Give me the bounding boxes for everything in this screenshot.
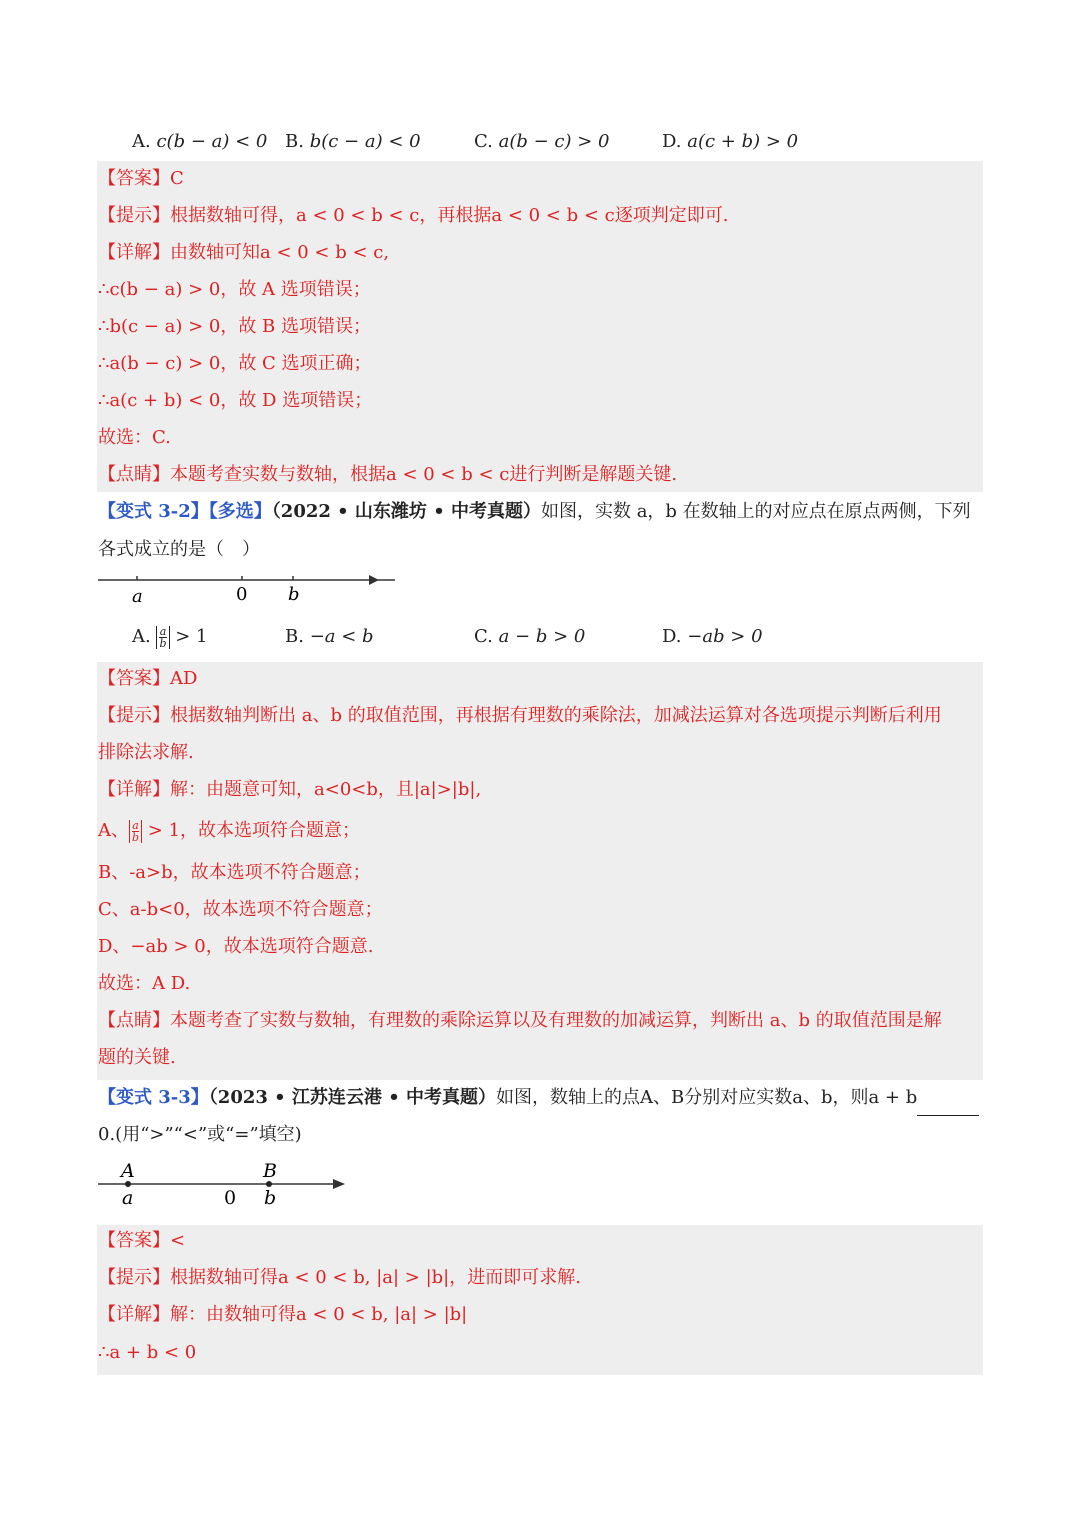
q2-step-d: D、−ab > 0，故本选项符合题意. [98,936,374,957]
q2-axis-arrow [369,575,379,585]
q3-answer-tag: 【答案】 [98,1230,170,1251]
q2-step-a-fraction [129,820,142,843]
q2-detail-tag: 【详解】 [98,779,170,800]
q3-answer-value: < [170,1230,186,1251]
q2-option-c [474,618,585,655]
q1-hint-text: 根据数轴可得，a < 0 < b < c，再根据a < 0 < b < c逐项判定即可. [170,205,729,226]
q1-comment-text: 本题考查实数与数轴，根据a < 0 < b < c进行判断是解题关键. [170,464,678,485]
q3-axis-label-a: a [122,1187,134,1209]
q1-option-b-expr: b(c − a) < 0 [309,131,421,152]
q2-step-a-denominator: b [132,830,140,844]
q2-option-a-letter: A. [132,626,151,647]
q2-label: 【变式 3-2】 [98,501,209,522]
q1-step-2: ∴b(c − a) > 0，故 B 选项错误； [98,316,372,337]
q3-detail [98,1296,467,1333]
q2-step-a-tail: > 1，故本选项符合题意； [142,820,361,841]
q1-option-c [474,123,609,160]
q1-step-4: ∴a(c + b) < 0，故 D 选项错误； [98,390,373,411]
q2-hint [98,697,942,734]
q2-step-c: C、a-b<0，故本选项不符合题意； [98,899,383,920]
q1-answer [98,160,184,197]
q3-stem-line-1 [98,1079,979,1116]
q1-comment [98,456,677,493]
q3-stem-line-2: 0.(用“>”“<”或“=”填空) [98,1124,302,1145]
q2-comment [98,1002,942,1039]
q2-hint-line-2: 排除法求解. [98,742,194,763]
q1-detail-text: 由数轴可知a < 0 < b < c, [170,242,390,263]
q1-detail-tag: 【详解】 [98,242,170,263]
q2-stem-text: 如图，实数 a，b 在数轴上的对应点在原点两侧，下列 [540,501,971,522]
q1-comment-tag: 【点睛】 [98,464,170,485]
q1-option-c-expr: a(b − c) > 0 [498,131,610,152]
q2-comment-text: 本题考查了实数与数轴，有理数的乘除运算以及有理数的加减运算，判断出 a、b 的取值范围是解 [170,1010,942,1031]
q3-number-line [95,1156,355,1212]
q1-hint [98,197,728,234]
q2-option-c-letter: C. [474,626,493,647]
q1-option-b [285,123,421,160]
q2-option-b-expr: −a < b [309,626,374,647]
q2-comment-line-2: 题的关键. [98,1047,176,1068]
q3-label: 【变式 3-3】 [98,1087,209,1108]
q3-axis-label-b: b [264,1187,277,1209]
q2-option-a-denominator: b [159,636,167,650]
q1-step-1: ∴c(b − a) > 0，故 A 选项错误； [98,279,371,300]
q2-step-a-numerator: a [132,818,139,832]
q1-option-a-expr: c(b − a) < 0 [156,131,268,152]
q2-step-a-prefix: A、 [98,820,129,841]
q2-option-b [285,618,374,655]
q2-step-a [98,812,360,849]
q2-axis-label-b: b [288,584,300,605]
q2-option-a-tail: > 1 [169,626,208,647]
q1-option-d-expr: a(c + b) > 0 [687,131,799,152]
q3-answer [98,1222,185,1259]
q3-conclusion: ∴a + b < 0 [98,1342,197,1363]
q1-answer-value: C [170,168,184,189]
q2-detail [98,771,481,808]
q3-answer-blank[interactable] [917,1095,979,1116]
q2-hint-text: 根据数轴判断出 a、b 的取值范围，再根据有理数的乘除法，加减法运算对各选项提示判断后利用 [170,705,942,726]
q2-stem-line-2: 各式成立的是（ ） [98,539,260,560]
q2-step-b: B、-a>b，故本选项不符合题意； [98,862,371,883]
q3-axis-label-A: A [121,1160,135,1182]
q2-answer-value: AD [170,668,198,689]
q3-axis-arrow [333,1179,345,1189]
q1-choose: 故选：C. [98,427,171,448]
q2-answer [98,660,197,697]
q3-axis-label-zero: 0 [224,1187,237,1209]
q2-axis-label-zero: 0 [236,584,248,605]
q2-option-a [132,618,208,655]
q1-option-c-letter: C. [474,131,493,152]
q2-option-d-expr: −ab > 0 [687,626,763,647]
q2-type-label: 【多选】 [208,501,272,522]
q1-option-d-letter: D. [662,131,682,152]
q2-comment-tag: 【点睛】 [98,1010,170,1031]
q3-axis-label-B: B [263,1160,277,1182]
q1-step-3: ∴a(b − c) > 0，故 C 选项正确； [98,353,372,374]
q2-answer-tag: 【答案】 [98,668,170,689]
q3-detail-tag: 【详解】 [98,1304,170,1325]
q2-source: （2022 • 山东潍坊 • 中考真题） [271,501,541,522]
q1-option-a [132,123,267,160]
q2-detail-text: 解：由题意可知，a<0<b，且|a|>|b|, [170,779,482,800]
q2-option-a-fraction [156,626,169,649]
q2-number-line [95,568,395,610]
q3-detail-text: 解：由数轴可得a < 0 < b, |a| > |b| [170,1304,468,1325]
q1-hint-tag: 【提示】 [98,205,170,226]
q2-stem-line-1 [98,493,971,530]
q1-option-d [662,123,798,160]
q3-stem-text: 如图，数轴上的点A、B分别对应实数a、b，则a + b [495,1087,918,1108]
q2-axis-label-a: a [132,586,143,607]
q3-source: （2023 • 江苏连云港 • 中考真题） [208,1087,496,1108]
q2-option-c-expr: a − b > 0 [498,626,586,647]
q2-option-a-numerator: a [159,624,167,638]
q3-hint [98,1259,581,1296]
q3-hint-tag: 【提示】 [98,1267,170,1288]
q2-option-d-letter: D. [662,626,682,647]
q3-hint-text: 根据数轴可得a < 0 < b, |a| > |b|，进而即可求解. [170,1267,581,1288]
q2-choose: 故选：A D. [98,973,191,994]
q1-answer-tag: 【答案】 [98,168,170,189]
q1-detail [98,234,389,271]
q2-option-b-letter: B. [285,626,304,647]
q1-option-a-letter: A. [132,131,151,152]
q2-option-d [662,618,763,655]
q2-hint-tag: 【提示】 [98,705,170,726]
q1-option-b-letter: B. [285,131,304,152]
